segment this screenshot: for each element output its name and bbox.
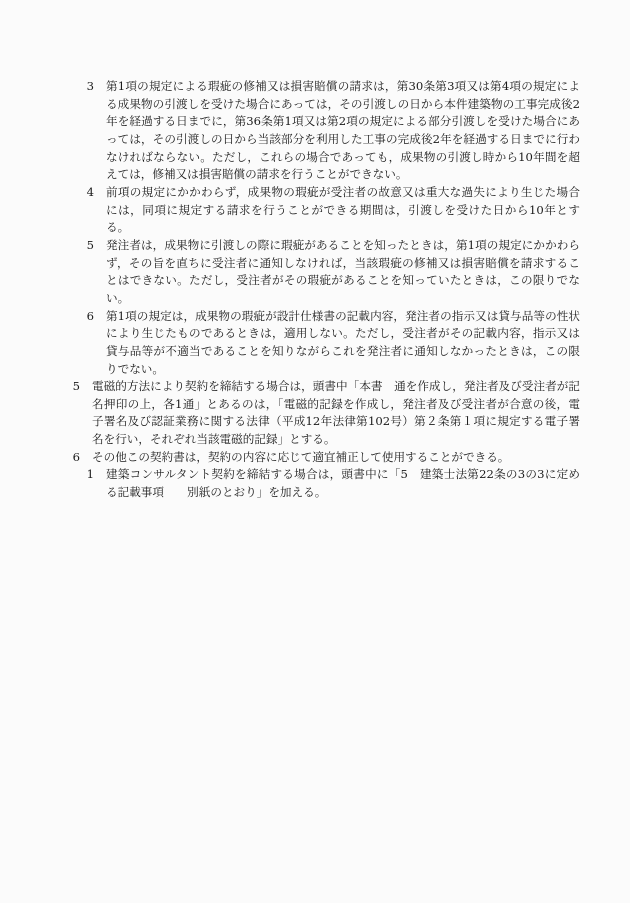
clause-marker: 1 [86,467,94,482]
clause-item [50,378,580,449]
clause-text: 発注者は，成果物に引渡しの際に瑕疵があることを知ったときは，第1項の規定にかかわらず，その旨を直ちに受注者に通知しなければ，当該瑕疵の修補又は損害賠償を請求することはできない。ただし，受注者がその瑕疵があることを知っていたときは，この限りでない。 [106,237,580,305]
clause-marker: 4 [86,184,94,199]
clause-item [50,237,580,308]
document-body [50,78,580,502]
clause-marker: 5 [72,379,80,394]
clause-item [50,308,580,379]
clause-marker: 6 [86,308,94,323]
clause-text: その他この契約書は，契約の内容に応じて適宜補正して使用することができる。 [92,449,510,464]
clause-text: 第1項の規定は，成果物の瑕疵が設計仕様書の記載内容，発注者の指示又は貸与品等の性状により生じたものであるときは，適用しない。ただし，受注者がその記載内容，指示又は貸与品等が不適当であることを知りながらこれを発注者に通知しなかったときは，この限りでない。 [106,308,580,376]
clause-text: 第1項の規定による瑕疵の修補又は損害賠償の請求は，第30条第3項又は第4項の規定による成果物の引渡しを受けた場合にあっては，その引渡しの日から本件建築物の工事完成後2年を経過する日までに，第36条第1項又は第2項の規定による部分引渡しを受けた場合にあっては，その引渡しの日から当該部分を利用した工事の完成後2年を経過する日までに行わなければならない。ただし，これらの場合であっても，成果物の引渡し時から10年間を超えては，修補又は損害賠償の請求を行うことができない。 [106,79,580,182]
clause-marker: 5 [86,237,94,252]
clause-marker: 3 [86,79,94,93]
clause-text: 電磁的方法により契約を締結する場合は，頭書中「本書 通を作成し，発注者及び受注者が記名押印の上，各1通」とあるのは，「電磁的記録を作成し，発注者及び受注者が合意の後，電子署名及び認証業務に関する法律（平成12年法律第102号）第２条第１項に規定する電子署名を行い，それぞれ当該電磁的記録」とする。 [92,379,580,447]
clause-item [50,78,580,184]
clause-text: 建築コンサルタント契約を締結する場合は，頭書中に「5 建築士法第22条の3の3に定める記載事項 別紙のとおり」を加える。 [106,467,580,500]
clause-item [50,184,580,237]
clause-marker: 6 [72,449,80,464]
clause-item [50,466,580,501]
clause-item [50,449,580,467]
clause-text: 前項の規定にかかわらず，成果物の瑕疵が受注者の故意又は重大な過失により生じた場合には，同項に規定する請求を行うことができる期間は，引渡しを受けた日から10年とする。 [106,184,580,235]
